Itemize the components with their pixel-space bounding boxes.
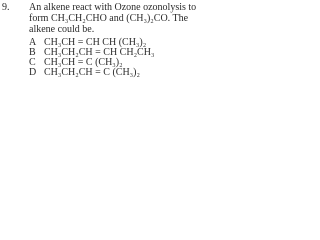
option-d[interactable] xyxy=(29,68,199,78)
stem-line: form CH₃CH₂CHO and (CH₃)₂CO. The xyxy=(29,13,189,24)
option-letter: D xyxy=(29,67,37,78)
stem-line: An alkene react with Ozone ozonolysis to xyxy=(29,2,197,13)
option-letter: B xyxy=(29,47,36,58)
option-text: CH₃CH₂CH = C (CH₃)₂ xyxy=(44,67,140,78)
stem-line: alkene could be. xyxy=(29,24,95,35)
option-letter: C xyxy=(29,57,36,68)
option-text: CH₃CH₂CH = CH CH₂CH₃ xyxy=(44,47,155,58)
option-text: CH₃CH = C (CH₃)₂ xyxy=(44,57,123,68)
answer-options xyxy=(29,38,199,78)
question-number: 9. xyxy=(2,2,10,13)
question-stem xyxy=(29,2,199,35)
option-text: CH₃CH = CH CH (CH₃)₂ xyxy=(44,37,147,48)
option-letter: A xyxy=(29,37,37,48)
question-block xyxy=(0,0,200,78)
